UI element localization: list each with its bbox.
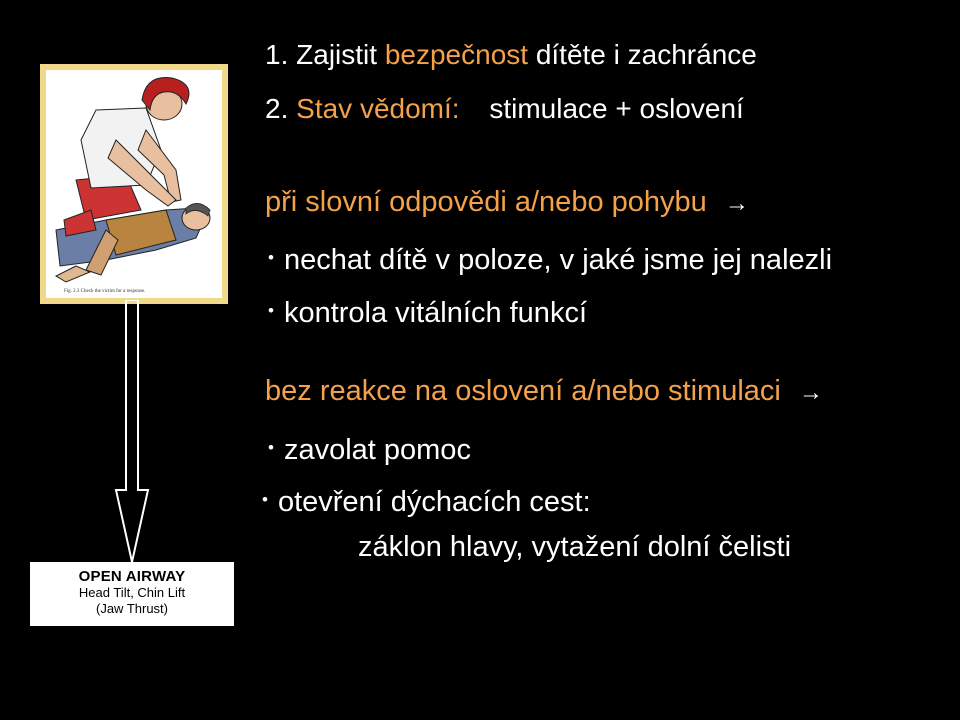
bullet-icon: • [268, 438, 274, 458]
bullet-icon: • [262, 490, 268, 510]
step-2-text: stimulace + oslovení [489, 93, 744, 124]
condition-no-response-text: bez reakce na oslovení a/nebo stimulaci [265, 375, 781, 407]
open-airway-label [30, 562, 234, 626]
open-airway-line2: (Jaw Thrust) [96, 601, 168, 616]
right-arrow-icon: → [798, 379, 823, 406]
open-airway-title: OPEN AIRWAY [78, 568, 186, 585]
bullet-open-airway [262, 485, 591, 520]
step-2-number: 2. [265, 93, 289, 124]
illustration-rescuer-checking-victim [46, 70, 222, 298]
rescuer-illustration [46, 70, 222, 298]
step-1-text-a: Zajistit [296, 39, 378, 70]
condition-no-response-line [265, 374, 823, 410]
step-1-number: 1. [265, 39, 289, 70]
open-airway-detail: záklon hlavy, vytažení dolní čelisti [358, 531, 792, 563]
bullet-leave-position-text: nechat dítě v poloze, v jaké jsme jej nalezli [283, 244, 833, 276]
bullet-call-help [268, 433, 471, 468]
down-arrow-icon [112, 300, 152, 565]
bullet-open-airway-text: otevření dýchacích cest: [277, 486, 591, 518]
illustration-frame [40, 64, 228, 304]
right-arrow-icon: → [724, 190, 749, 217]
condition-response-text: při slovní odpovědi a/nebo pohybu [265, 186, 707, 218]
condition-response-line [265, 185, 749, 221]
bullet-leave-position [268, 243, 832, 278]
bullet-check-vitals-text: kontrola vitálních funkcí [283, 297, 587, 329]
bullet-icon: • [268, 248, 274, 268]
step-1-highlight: bezpečnost [384, 39, 529, 70]
figure-caption: Fig. 2.3 Check the victim for a response. [64, 289, 146, 294]
step-2-label: Stav vědomí: [296, 93, 460, 124]
open-airway-line1: Head Tilt, Chin Lift [78, 585, 186, 600]
step-1-text-c: dítěte i zachránce [535, 39, 757, 70]
bullet-check-vitals [268, 296, 587, 331]
step-1-line [265, 38, 757, 72]
step-2-line [265, 92, 744, 126]
bullet-call-help-text: zavolat pomoc [283, 434, 471, 466]
bullet-icon: • [268, 301, 274, 321]
